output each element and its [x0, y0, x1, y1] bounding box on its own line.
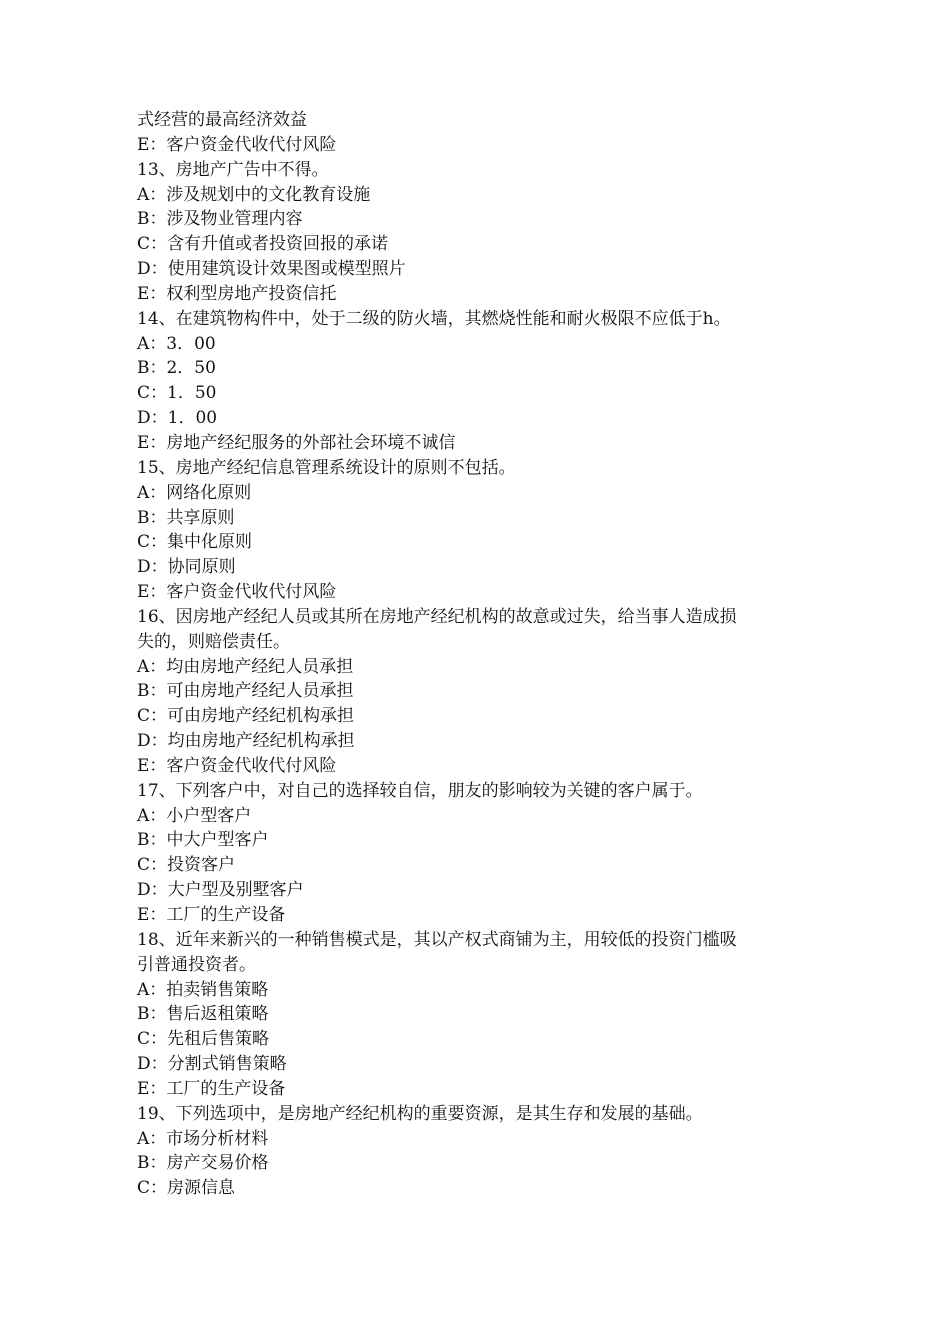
option-line: C：房源信息 — [137, 1178, 236, 1199]
question-16: 16、因房地产经纪人员或其所在房地产经纪机构的故意或过失，给当事人造成损 — [137, 606, 737, 627]
option-line: B：2．50 — [137, 358, 216, 379]
option-line: D：分割式销售策略 — [137, 1054, 287, 1075]
option-line: C：含有升值或者投资回报的承诺 — [137, 234, 389, 255]
option-line: C：可由房地产经纪机构承担 — [137, 706, 355, 727]
document-body — [137, 108, 827, 1201]
option-line: C：1．50 — [137, 383, 217, 404]
question-13: 13、房地产广告中不得。 — [137, 159, 329, 180]
option-line: A：均由房地产经纪人员承担 — [137, 656, 354, 677]
option-line: B：可由房地产经纪人员承担 — [137, 681, 354, 702]
option-line: E：房地产经纪服务的外部社会环境不诚信 — [137, 432, 456, 453]
question-18-cont: 引普通投资者。 — [137, 954, 256, 975]
question-15: 15、房地产经纪信息管理系统设计的原则不包括。 — [137, 457, 516, 478]
option-line: C：投资客户 — [137, 855, 236, 876]
question-19: 19、下列选项中，是房地产经纪机构的重要资源，是其生存和发展的基础。 — [137, 1103, 703, 1124]
text-line: 式经营的最高经济效益 — [137, 110, 307, 130]
option-line: D：使用建筑设计效果图或模型照片 — [137, 259, 406, 280]
option-line: A：3．00 — [137, 333, 216, 354]
option-line: E：权利型房地产投资信托 — [137, 283, 337, 304]
option-line: A：拍卖销售策略 — [137, 979, 269, 1000]
option-line: E：工厂的生产设备 — [137, 1078, 286, 1099]
question-17: 17、下列客户中，对自己的选择较自信，朋友的影响较为关键的客户属于。 — [137, 780, 703, 801]
option-line: E：客户资金代收代付风险 — [137, 582, 337, 603]
option-line: E：客户资金代收代付风险 — [137, 755, 337, 776]
option-line: B：中大户型客户 — [137, 830, 269, 851]
option-line: A：市场分析材料 — [137, 1128, 269, 1149]
option-line: A：小户型客户 — [137, 805, 252, 826]
option-line: C：集中化原则 — [137, 532, 253, 553]
option-line: E：工厂的生产设备 — [137, 905, 286, 925]
option-line: B：售后返租策略 — [137, 1004, 269, 1025]
option-line: B：共享原则 — [137, 507, 235, 528]
option-line: A：网络化原则 — [137, 482, 252, 503]
option-line: D：均由房地产经纪机构承担 — [137, 731, 355, 752]
question-16-cont: 失的，则赔偿责任。 — [137, 631, 290, 652]
question-14: 14、在建筑物构件中，处于二级的防火墙，其燃烧性能和耐火极限不应低于h。 — [137, 308, 731, 329]
option-line: B：涉及物业管理内容 — [137, 209, 303, 230]
option-line: D：1．00 — [137, 408, 218, 429]
option-line: D：大户型及别墅客户 — [137, 880, 304, 901]
option-line: B：房产交易价格 — [137, 1153, 269, 1174]
text-line: E：客户资金代收代付风险 — [137, 134, 337, 155]
question-18: 18、近年来新兴的一种销售模式是，其以产权式商铺为主，用较低的投资门槛吸 — [137, 929, 737, 950]
option-line: C：先租后售策略 — [137, 1029, 270, 1050]
option-line: D：协同原则 — [137, 557, 236, 578]
option-line: A：涉及规划中的文化教育设施 — [137, 184, 371, 205]
